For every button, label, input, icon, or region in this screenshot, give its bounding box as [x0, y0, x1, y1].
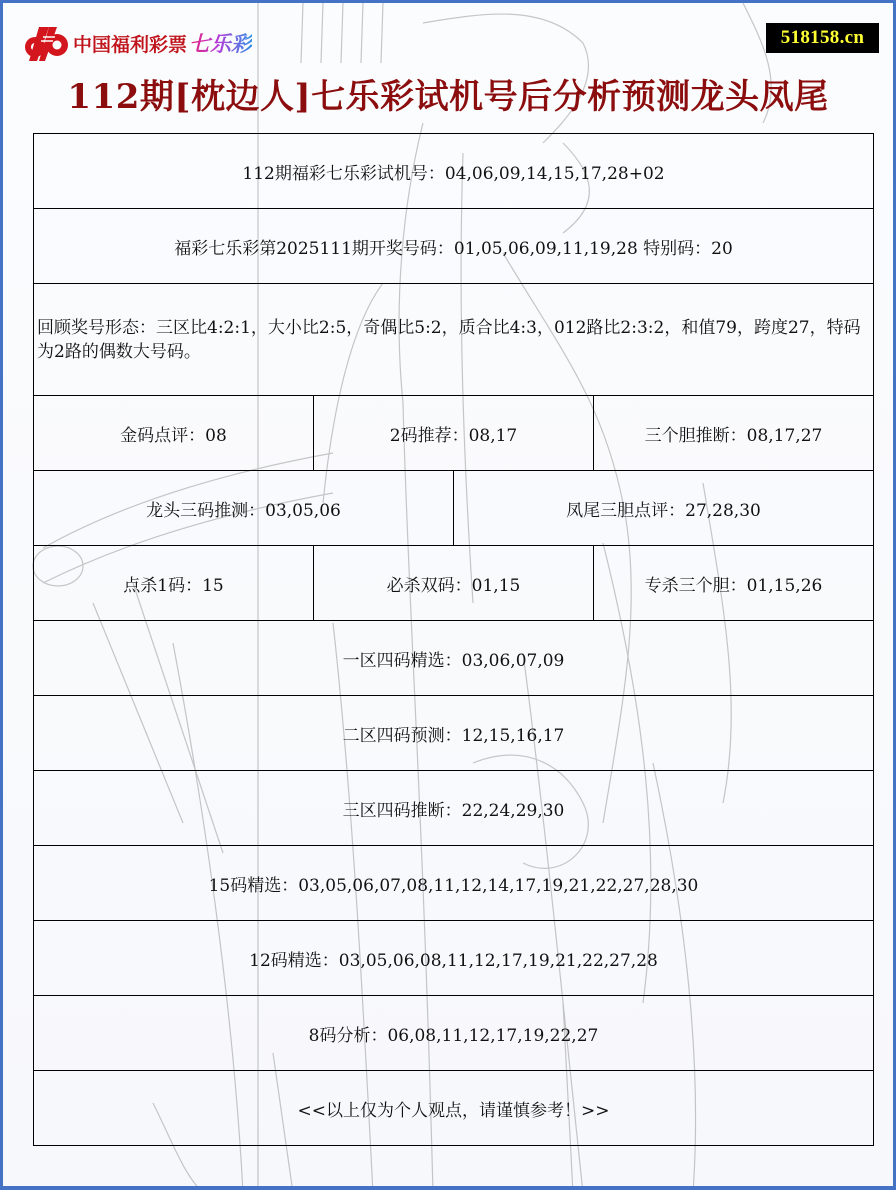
header	[3, 3, 893, 128]
two-code-cell: 2码推荐：08,17	[314, 396, 594, 471]
kill-one-cell: 点杀1码：15	[34, 546, 314, 621]
table-row	[34, 996, 874, 1071]
table-row	[34, 284, 874, 396]
trial-numbers-cell: 112期福彩七乐彩试机号：04,06,09,14,15,17,28+02	[34, 134, 874, 209]
kill-three-cell: 专杀三个胆：01,15,26	[594, 546, 874, 621]
zone2-cell: 二区四码预测：12,15,16,17	[34, 696, 874, 771]
table-row	[34, 396, 874, 471]
prediction-table	[33, 133, 874, 1146]
welfare-lottery-logo-icon	[21, 23, 71, 63]
three-dan-cell: 三个胆推断：08,17,27	[594, 396, 874, 471]
pick12-cell: 12码精选：03,05,06,08,11,12,17,19,21,22,27,28	[34, 921, 874, 996]
table-row	[34, 621, 874, 696]
lottery-logo[interactable]	[21, 23, 252, 63]
disclaimer-cell: <<以上仅为个人观点，请谨慎参考！>>	[34, 1071, 874, 1146]
kill-two-cell: 必杀双码：01,15	[314, 546, 594, 621]
draw-result-cell: 福彩七乐彩第2025111期开奖号码：01,05,06,09,11,19,28 特别码：20	[34, 209, 874, 284]
table-row	[34, 471, 874, 546]
gold-code-cell: 金码点评：08	[34, 396, 314, 471]
logo-game-name: 七乐彩	[189, 28, 252, 58]
table-row	[34, 546, 874, 621]
table-row	[34, 209, 874, 284]
logo-text: 中国福利彩票	[73, 33, 188, 56]
zone3-cell: 三区四码推断：22,24,29,30	[34, 771, 874, 846]
table-row	[34, 771, 874, 846]
page-title: 112期[枕边人]七乐彩试机号后分析预测龙头凤尾	[67, 77, 829, 117]
table-row	[34, 696, 874, 771]
site-domain-badge[interactable]: 518158.cn	[766, 23, 879, 53]
phoenix-tail-cell: 凤尾三胆点评：27,28,30	[454, 471, 874, 546]
pick15-cell: 15码精选：03,05,06,07,08,11,12,14,17,19,21,22,27,28,30	[34, 846, 874, 921]
dragon-head-cell: 龙头三码推测：03,05,06	[34, 471, 454, 546]
table-row	[34, 921, 874, 996]
table-row	[34, 846, 874, 921]
table-row	[34, 1071, 874, 1146]
table-row	[34, 134, 874, 209]
zone1-cell: 一区四码精选：03,06,07,09	[34, 621, 874, 696]
pick8-cell: 8码分析：06,08,11,12,17,19,22,27	[34, 996, 874, 1071]
review-cell: 回顾奖号形态：三区比4:2:1，大小比2:5，奇偶比5:2，质合比4:3，012路比2:3:2，和值79，跨度27，特码为2路的偶数大号码。	[34, 284, 874, 396]
